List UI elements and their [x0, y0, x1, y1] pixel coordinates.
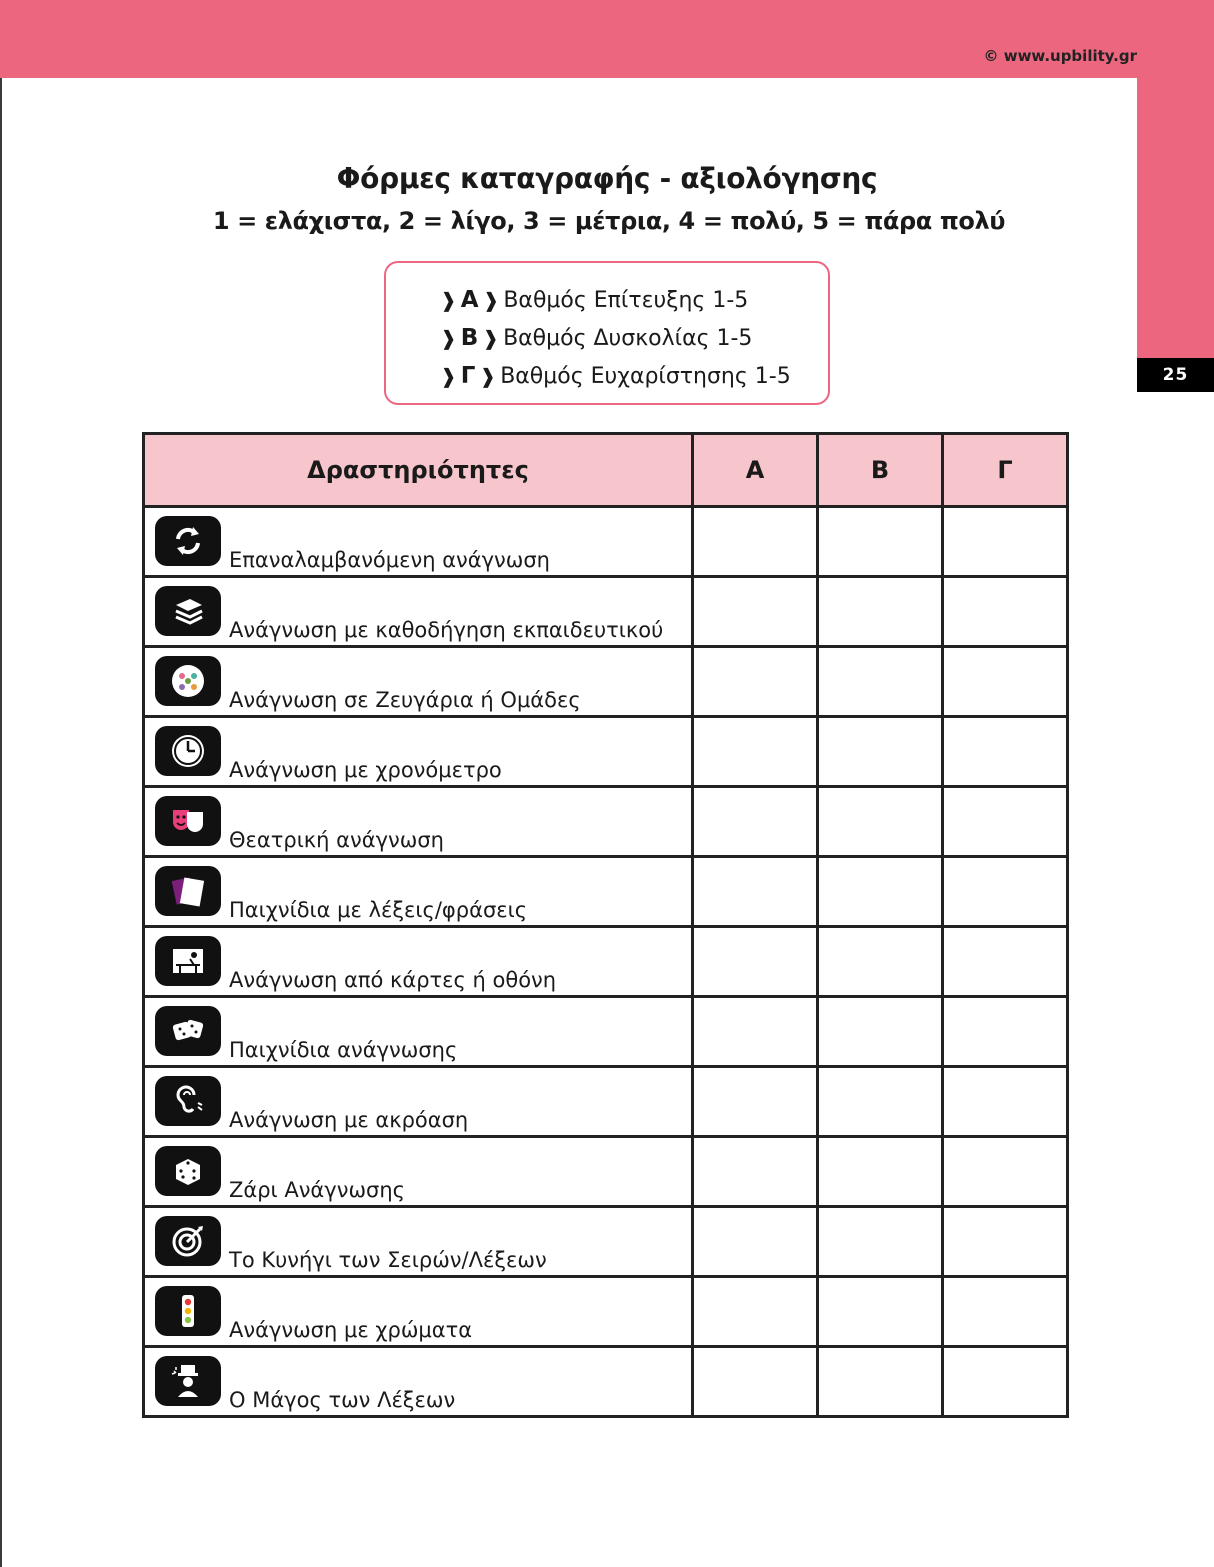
score-cell-c[interactable] [943, 717, 1068, 787]
activity-label: Παιχνίδια ανάγνωσης [229, 1038, 458, 1062]
header-activities: Δραστηριότητες [144, 434, 693, 507]
traffic-light-icon [155, 1286, 221, 1336]
desk-reader-icon [155, 936, 221, 986]
activity-cell [144, 997, 693, 1067]
die-icon [155, 1146, 221, 1196]
activity-label: Ανάγνωση με ακρόαση [229, 1108, 469, 1132]
activity-label: Ο Μάγος των Λέξεων [229, 1388, 456, 1412]
score-cell-c[interactable] [943, 997, 1068, 1067]
score-cell-b[interactable] [818, 507, 943, 577]
score-cell-b[interactable] [818, 1137, 943, 1207]
activity-label: Παιχνίδια με λέξεις/φράσεις [229, 898, 528, 922]
table-row [144, 997, 1068, 1067]
score-cell-c[interactable] [943, 787, 1068, 857]
table-row [144, 1207, 1068, 1277]
evaluation-table [142, 432, 1069, 1418]
activity-cell [144, 787, 693, 857]
legend-item [440, 357, 828, 395]
table-row [144, 507, 1068, 577]
theater-masks-icon [155, 796, 221, 846]
score-cell-a[interactable] [693, 1277, 818, 1347]
table-row [144, 1067, 1068, 1137]
activity-label: Ανάγνωση με χρώματα [229, 1318, 473, 1342]
clock-icon [155, 726, 221, 776]
activity-cell [144, 1067, 693, 1137]
score-cell-b[interactable] [818, 997, 943, 1067]
score-cell-a[interactable] [693, 927, 818, 997]
chevron-icon: ❱ [440, 364, 457, 388]
legend-key: Α [460, 287, 479, 313]
chevron-icon: ❱ [479, 364, 497, 388]
activity-cell [144, 1347, 693, 1417]
score-cell-b[interactable] [818, 1277, 943, 1347]
score-cell-a[interactable] [693, 857, 818, 927]
table-row [144, 577, 1068, 647]
table-row [144, 717, 1068, 787]
table-row [144, 927, 1068, 997]
target-icon [155, 1216, 221, 1266]
ear-icon [155, 1076, 221, 1126]
rating-scale: 1 = ελάχιστα, 2 = λίγο, 3 = μέτρια, 4 = πολύ, 5 = πάρα πολύ [212, 207, 1006, 235]
score-cell-c[interactable] [943, 1277, 1068, 1347]
score-cell-c[interactable] [943, 1347, 1068, 1417]
activity-label: Ζάρι Ανάγνωσης [229, 1178, 405, 1202]
activity-cell [144, 1277, 693, 1347]
activity-cell [144, 927, 693, 997]
page-title: Φόρμες καταγραφής - αξιολόγησης [336, 162, 878, 195]
magician-icon [155, 1356, 221, 1406]
score-cell-c[interactable] [943, 927, 1068, 997]
header-b: Β [818, 434, 943, 507]
legend-key: Β [460, 325, 479, 351]
activity-cell [144, 577, 693, 647]
score-cell-a[interactable] [693, 1207, 818, 1277]
page-left-rule [0, 0, 2, 1567]
score-cell-a[interactable] [693, 717, 818, 787]
chevron-icon: ❱ [440, 326, 457, 350]
header-c: Γ [943, 434, 1068, 507]
score-cell-b[interactable] [818, 1207, 943, 1277]
score-cell-c[interactable] [943, 1067, 1068, 1137]
score-cell-c[interactable] [943, 1207, 1068, 1277]
score-cell-b[interactable] [818, 857, 943, 927]
activity-cell [144, 1207, 693, 1277]
score-cell-a[interactable] [693, 997, 818, 1067]
copyright-text: © www.upbility.gr [983, 47, 1137, 65]
score-cell-b[interactable] [818, 577, 943, 647]
activity-label: Ανάγνωση με χρονόμετρο [229, 758, 502, 782]
legend-text: Βαθμός Ευχαρίστησης 1-5 [500, 363, 791, 389]
score-cell-b[interactable] [818, 927, 943, 997]
activity-label: Θεατρική ανάγνωση [229, 828, 444, 852]
activity-label: Ανάγνωση από κάρτες ή οθόνη [229, 968, 557, 992]
chevron-icon: ❱ [482, 326, 500, 350]
score-cell-a[interactable] [693, 647, 818, 717]
header-a: Α [693, 434, 818, 507]
group-icon [155, 656, 221, 706]
legend-item [440, 281, 828, 319]
refresh-icon [155, 516, 221, 566]
legend-text: Βαθμός Δυσκολίας 1-5 [503, 325, 753, 351]
score-cell-c[interactable] [943, 577, 1068, 647]
table-row [144, 857, 1068, 927]
score-cell-a[interactable] [693, 1137, 818, 1207]
score-cell-a[interactable] [693, 577, 818, 647]
activity-label: Ανάγνωση σε Ζευγάρια ή Ομάδες [229, 688, 581, 712]
activity-label: Το Κυνήγι των Σειρών/Λέξεων [229, 1248, 547, 1272]
activity-label: Ανάγνωση με καθοδήγηση εκπαιδευτικού [229, 618, 664, 642]
activity-cell [144, 857, 693, 927]
legend-key: Γ [460, 363, 476, 389]
header-band [0, 0, 1214, 78]
chevron-icon: ❱ [440, 288, 457, 312]
score-cell-a[interactable] [693, 1347, 818, 1417]
score-cell-b[interactable] [818, 1067, 943, 1137]
score-cell-b[interactable] [818, 717, 943, 787]
score-cell-c[interactable] [943, 857, 1068, 927]
cards-icon [155, 866, 221, 916]
legend-item [440, 319, 828, 357]
table-row [144, 1277, 1068, 1347]
score-cell-b[interactable] [818, 1347, 943, 1417]
activity-cell [144, 507, 693, 577]
page-number: 25 [1137, 358, 1214, 392]
score-cell-b[interactable] [818, 787, 943, 857]
activity-cell [144, 647, 693, 717]
score-cell-c[interactable] [943, 1137, 1068, 1207]
books-icon [155, 586, 221, 636]
score-cell-a[interactable] [693, 1067, 818, 1137]
activity-cell [144, 1137, 693, 1207]
dice-pair-icon [155, 1006, 221, 1056]
activity-cell [144, 717, 693, 787]
score-cell-c[interactable] [943, 507, 1068, 577]
score-cell-c[interactable] [943, 647, 1068, 717]
activity-label: Επαναλαμβανόμενη ανάγνωση [229, 548, 550, 572]
score-cell-a[interactable] [693, 787, 818, 857]
score-cell-a[interactable] [693, 507, 818, 577]
table-row [144, 1347, 1068, 1417]
chevron-icon: ❱ [482, 288, 500, 312]
table-row [144, 1137, 1068, 1207]
table-row [144, 647, 1068, 717]
score-cell-b[interactable] [818, 647, 943, 717]
table-row [144, 787, 1068, 857]
legend-box [384, 261, 830, 405]
legend-text: Βαθμός Επίτευξης 1-5 [503, 287, 749, 313]
